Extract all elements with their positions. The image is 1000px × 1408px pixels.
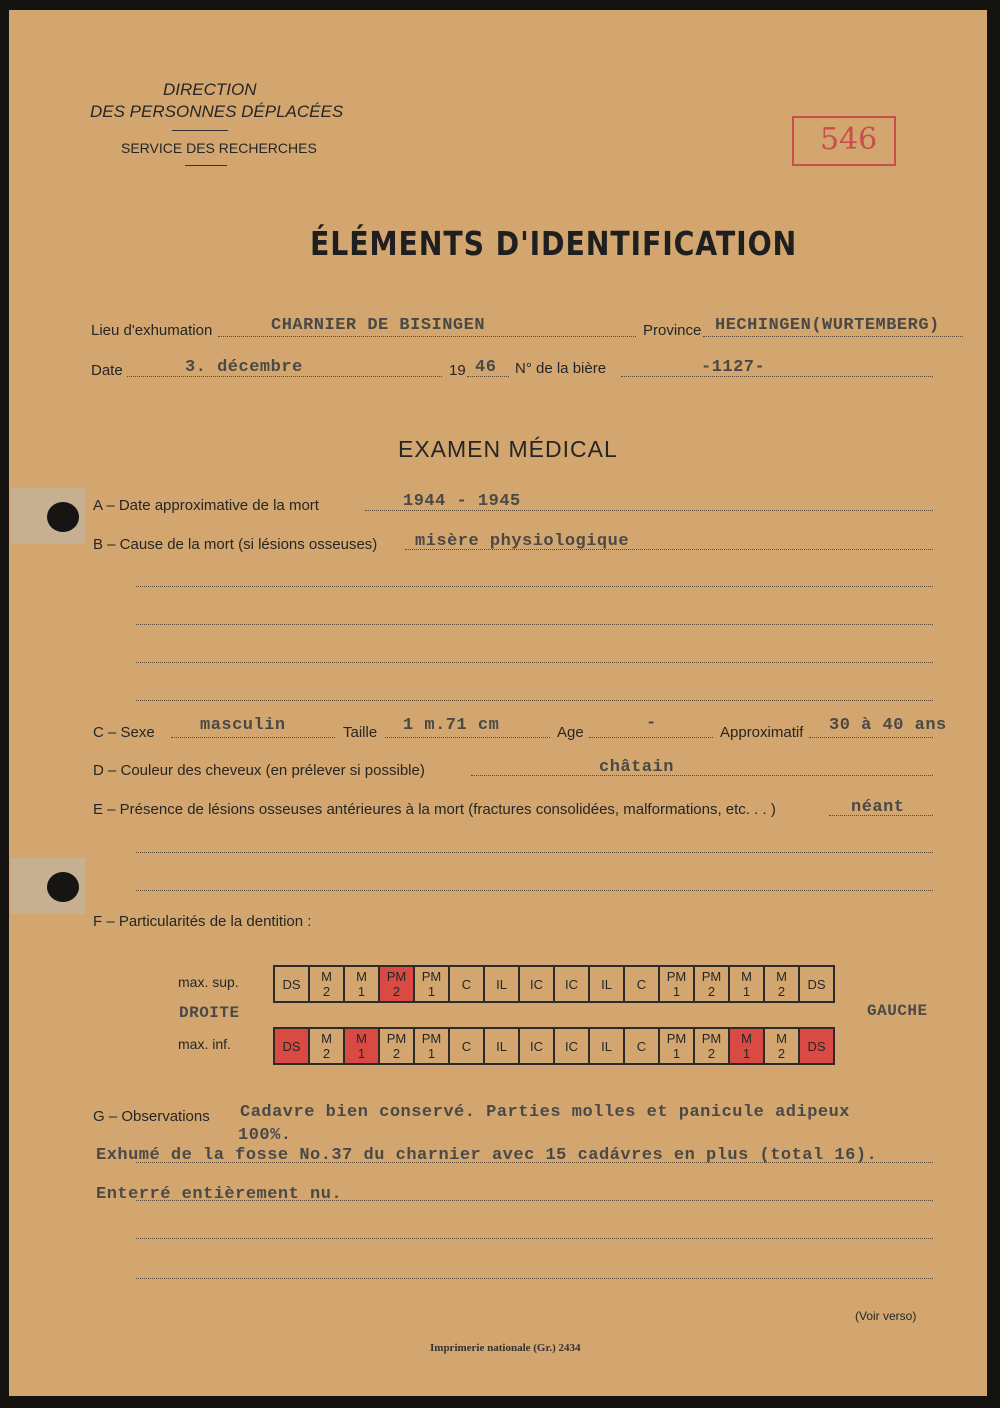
upper-tooth-5 (414, 966, 449, 1002)
tooth-type: PM (701, 969, 722, 984)
lower-tooth-6 (449, 1028, 484, 1064)
tooth-number: 1 (357, 984, 366, 999)
tooth-type: C (461, 976, 472, 992)
lower-jaw-label: max. inf. (178, 1036, 231, 1052)
taille-value: 1 m.71 cm (403, 716, 500, 735)
punch-hole (47, 502, 79, 532)
upper-tooth-7 (484, 966, 519, 1002)
lower-tooth-14 (729, 1028, 764, 1064)
lower-tooth-4 (379, 1028, 414, 1064)
observations-line3: Enterré entièrement nu. (96, 1185, 343, 1204)
upper-tooth-6 (449, 966, 484, 1002)
upper-tooth-13 (694, 966, 729, 1002)
upper-tooth-15 (764, 966, 799, 1002)
tooth-type: PM (386, 1031, 407, 1046)
header-service: SERVICE DES RECHERCHES (121, 140, 317, 156)
tooth-type: IC (530, 976, 543, 992)
upper-tooth-10 (589, 966, 624, 1002)
tooth-type: C (636, 976, 647, 992)
upper-tooth-11 (624, 966, 659, 1002)
item-a-label: A – Date approximative de la mort (93, 497, 319, 514)
tooth-type: DS (807, 1038, 826, 1054)
tooth-type: PM (666, 1031, 687, 1046)
lower-tooth-15 (764, 1028, 799, 1064)
left-side-label: GAUCHE (867, 1002, 928, 1020)
sexe-value: masculin (200, 716, 286, 735)
tooth-number: 2 (392, 1046, 401, 1061)
right-side-label: DROITE (179, 1004, 240, 1022)
item-d-label: D – Couleur des cheveux (en prélever si possible) (93, 762, 425, 779)
item-e-value: néant (851, 798, 905, 817)
tooth-type: IL (601, 976, 612, 992)
tooth-type: M (356, 1031, 367, 1046)
header-department: DES PERSONNES DÉPLACÉES (90, 102, 344, 121)
upper-tooth-9 (554, 966, 589, 1002)
tooth-type: M (776, 1031, 787, 1046)
tooth-type: PM (701, 1031, 722, 1046)
province-label: Province (643, 322, 702, 339)
tooth-type: PM (386, 969, 407, 984)
upper-tooth-12 (659, 966, 694, 1002)
date-value: 3. décembre (185, 358, 303, 377)
exam-title: EXAMEN MÉDICAL (398, 436, 618, 462)
tooth-number: 2 (777, 1046, 786, 1061)
year-prefix: 19 (449, 362, 466, 379)
lower-tooth-5 (414, 1028, 449, 1064)
tooth-number: 1 (742, 1046, 751, 1061)
upper-teeth-chart (273, 965, 835, 1003)
upper-tooth-16 (799, 966, 834, 1002)
tooth-type: IC (565, 1038, 578, 1054)
upper-tooth-2 (309, 966, 344, 1002)
item-b-value: misère physiologique (415, 532, 630, 551)
tooth-type: M (741, 969, 752, 984)
tooth-type: IL (496, 1038, 507, 1054)
lower-tooth-2 (309, 1028, 344, 1064)
tooth-number: 2 (707, 984, 716, 999)
tooth-number: 1 (672, 1046, 681, 1061)
approx-label: Approximatif (720, 724, 804, 741)
tooth-type: IL (601, 1038, 612, 1054)
item-e-label: E – Présence de lésions osseuses antérieures à la mort (fractures consolidées, malformations, etc. . . ) (93, 801, 776, 818)
tooth-type: M (321, 969, 332, 984)
tooth-type: IC (565, 976, 578, 992)
tooth-number: 1 (742, 984, 751, 999)
tooth-type: DS (282, 976, 301, 992)
tooth-number: 1 (672, 984, 681, 999)
tooth-type: C (461, 1038, 472, 1054)
lower-tooth-11 (624, 1028, 659, 1064)
age-label: Age (557, 724, 584, 741)
taille-label: Taille (343, 724, 378, 741)
item-a-value: 1944 - 1945 (403, 492, 521, 511)
item-c-label: C – Sexe (93, 724, 155, 741)
tooth-type: M (741, 1031, 752, 1046)
lower-tooth-13 (694, 1028, 729, 1064)
biere-label: N° de la bière (515, 360, 607, 377)
tooth-type: IC (530, 1038, 543, 1054)
tooth-number: 2 (392, 984, 401, 999)
lower-tooth-1 (274, 1028, 309, 1064)
observations-line1: Cadavre bien conservé. Parties molles et panicule adipeux (240, 1103, 850, 1122)
upper-jaw-label: max. sup. (178, 974, 239, 990)
lower-tooth-8 (519, 1028, 554, 1064)
lower-tooth-16 (799, 1028, 834, 1064)
tooth-type: DS (282, 1038, 301, 1054)
lower-tooth-7 (484, 1028, 519, 1064)
upper-tooth-4 (379, 966, 414, 1002)
observations-label: G – Observations (93, 1108, 210, 1125)
tooth-type: DS (807, 976, 826, 992)
file-number-stamp (792, 116, 896, 166)
age-value: - (646, 714, 657, 733)
form-sheet (9, 10, 987, 1396)
upper-tooth-8 (519, 966, 554, 1002)
tooth-type: PM (421, 1031, 442, 1046)
upper-tooth-14 (729, 966, 764, 1002)
tooth-number: 2 (322, 984, 331, 999)
lower-tooth-10 (589, 1028, 624, 1064)
date-label: Date (91, 362, 123, 379)
tooth-type: M (321, 1031, 332, 1046)
tooth-number: 2 (777, 984, 786, 999)
approx-value: 30 à 40 ans (829, 716, 947, 735)
tooth-type: M (356, 969, 367, 984)
upper-tooth-3 (344, 966, 379, 1002)
page-title: ÉLÉMENTS D'IDENTIFICATION (310, 224, 798, 263)
observations-line2: Exhumé de la fosse No.37 du charnier avec 15 cadávres en plus (total 16). (96, 1146, 878, 1165)
tooth-number: 1 (427, 984, 436, 999)
item-b-label: B – Cause de la mort (si lésions osseuses) (93, 536, 378, 553)
stamp-number: 546 (820, 122, 878, 157)
tooth-type: PM (666, 969, 687, 984)
biere-value: -1127- (701, 358, 766, 377)
tooth-number: 1 (357, 1046, 366, 1061)
tooth-type: PM (421, 969, 442, 984)
header-direction: DIRECTION (163, 80, 257, 99)
tooth-type: M (776, 969, 787, 984)
tooth-number: 2 (322, 1046, 331, 1061)
item-d-value: châtain (599, 758, 674, 777)
observations-line1b: 100%. (238, 1126, 292, 1145)
lower-tooth-12 (659, 1028, 694, 1064)
punch-hole (47, 872, 79, 902)
lower-tooth-3 (344, 1028, 379, 1064)
tooth-number: 2 (707, 1046, 716, 1061)
tooth-number: 1 (427, 1046, 436, 1061)
province-value: HECHINGEN(WURTEMBERG) (715, 316, 940, 335)
upper-tooth-1 (274, 966, 309, 1002)
lieu-label: Lieu d'exhumation (91, 322, 213, 339)
lower-tooth-9 (554, 1028, 589, 1064)
lieu-value: CHARNIER DE BISINGEN (271, 316, 486, 335)
tooth-type: C (636, 1038, 647, 1054)
lower-teeth-chart (273, 1027, 835, 1065)
item-f-label: F – Particularités de la dentition : (93, 913, 312, 930)
header-rule (172, 130, 228, 131)
voir-verso: (Voir verso) (855, 1309, 917, 1323)
year-value: 46 (475, 358, 497, 377)
tooth-type: IL (496, 976, 507, 992)
header-rule (185, 165, 227, 166)
printer-line: Imprimerie nationale (Gr.) 2434 (430, 1342, 581, 1354)
